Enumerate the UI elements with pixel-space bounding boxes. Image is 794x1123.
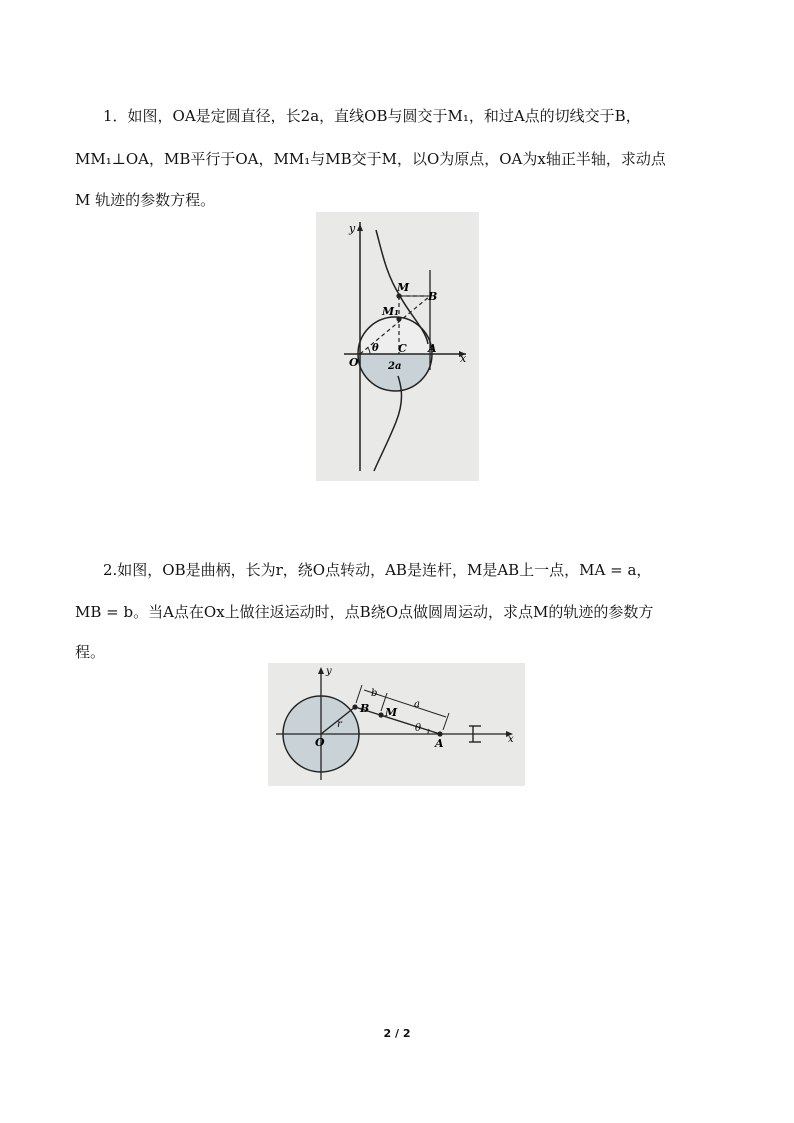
label-O: O <box>315 736 325 749</box>
problem1-line2: MM₁⊥OA，MB平行于OA，MM₁与MB交于M，以O为原点，OA为x轴正半轴，求动点 <box>75 150 666 168</box>
label-O: O <box>349 356 359 369</box>
label-A: A <box>435 737 444 750</box>
problem2-line3: 程。 <box>75 643 106 661</box>
label-theta: θ <box>372 343 379 354</box>
label-B: B <box>428 290 438 303</box>
point-A <box>437 731 442 736</box>
label-M: M <box>397 281 410 294</box>
problem1-line3: M 轨迹的参数方程。 <box>75 191 216 209</box>
figure-2 <box>268 663 525 786</box>
problem2-line1: 2.如图，OB是曲柄，长为r，绕O点转动，AB是连杆，M是AB上一点，MA = a， <box>103 561 652 579</box>
label-B: B <box>360 702 370 715</box>
figure-1-diagram <box>316 212 479 481</box>
label-M1: M₁ <box>382 305 399 318</box>
label-y: y <box>326 666 332 677</box>
tick-b-start <box>356 685 362 703</box>
y-arrow <box>318 667 324 674</box>
label-M: M <box>385 706 398 719</box>
point-B <box>352 704 357 709</box>
label-2a: 2a <box>388 361 402 372</box>
label-y: y <box>349 222 356 235</box>
label-A: A <box>428 342 437 355</box>
label-b: b <box>371 688 378 699</box>
problem2-line2: MB = b。当A点在Ox上做往返运动时，点B绕O点做圆周运动，求点M的轨迹的参数方 <box>75 603 654 621</box>
label-theta: θ <box>415 723 422 734</box>
page-number: 2 / 2 <box>383 1027 411 1040</box>
label-r: r <box>337 719 342 730</box>
label-a: a <box>414 699 420 710</box>
point-M <box>396 293 401 298</box>
y-arrow <box>357 224 363 231</box>
label-x: x <box>460 352 467 365</box>
figure-1 <box>316 212 479 481</box>
problem1-line1: 1．如图，OA是定圆直径，长2a，直线OB与圆交于M₁，和过A点的切线交于B， <box>103 107 641 125</box>
label-C: C <box>398 342 407 355</box>
tick-a-end <box>443 713 449 730</box>
label-x: x <box>508 734 514 745</box>
figure-2-diagram <box>268 663 525 786</box>
point-M <box>378 712 383 717</box>
